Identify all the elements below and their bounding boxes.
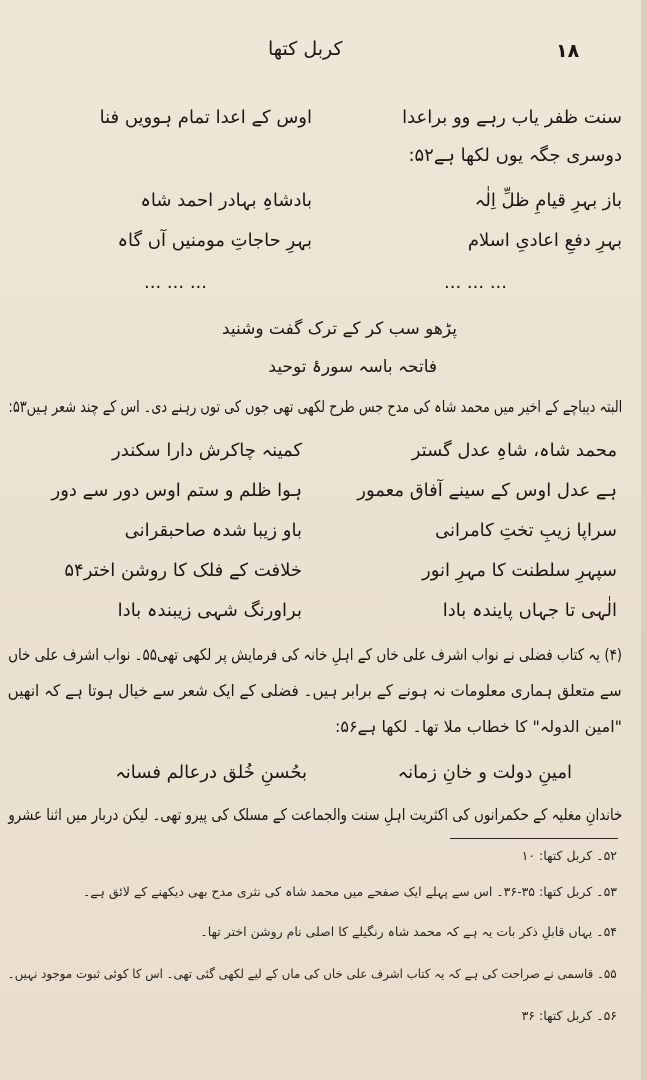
- prose-1: البتہ دیباچے کے اخیر میں محمد شاہ کی مدح جس طرح لکھی تھی جوں کی توں رہنے دی۔ اس کے چند شعر ہیں۵۳:: [8, 397, 622, 416]
- page-number: ۱۸: [556, 40, 580, 62]
- verse-3-5-left: براورنگ شہی زیبندہ بادا: [117, 600, 302, 621]
- center-line-2: فاتحہ باسہ سورۂ توحید: [268, 357, 437, 377]
- page-edge: [641, 0, 647, 1080]
- verse-3-1-left: کمینہ چاکرش دارا سکندر: [112, 440, 302, 461]
- verse-3-2-right: ہے عدل اوس کے سینے آفاق معمور: [357, 480, 617, 501]
- running-title: کربل کتھا: [268, 38, 343, 60]
- verse-3-2-left: ہوا ظلم و ستم اوس دور سے دور: [51, 480, 302, 501]
- verse-1-right: سنت ظفر یاب رہے وو براعدا: [402, 107, 622, 128]
- center-line-1: پڑھو سب کر کے ترک گفت وشنید: [221, 319, 457, 339]
- verse-2-1-left: بادشاہِ بہادر احمد شاہ: [140, 190, 312, 211]
- footnote-56: ۵۶۔ کربل کتھا: ۳۶: [521, 1008, 617, 1023]
- verse-3-3-right: سراپا زیبِ تختِ کامرانی: [435, 520, 617, 541]
- verse-4-left: بحُسنِ خُلق درعالم فسانہ: [115, 762, 307, 783]
- footnote-52: ۵۲۔ کربل کتھا: ۱۰: [521, 848, 617, 863]
- footnote-rule: [450, 838, 618, 839]
- verse-3-3-left: باو زیبا شدہ صاحبقرانی: [124, 520, 302, 541]
- verse-3-4-left: خلافت کے فلک کا روشن اختر۵۴: [64, 560, 302, 581]
- prose-2-line-1: (۴) یہ کتاب فضلی نے نواب اشرف علی خاں کے اہلِ خانہ کی فرمایش پر لکھی تھی۵۵۔ نواب اشرف علی خاں: [8, 645, 622, 664]
- intro-line: دوسری جگہ یوں لکھا ہے۵۲:: [408, 145, 622, 166]
- prose-2-line-2: سے متعلق ہماری معلومات نہ ہونے کے برابر ہیں۔ فضلی کے ایک شعر سے خیال ہوتا ہے کہ انھیں: [8, 681, 622, 700]
- verse-3-1-right: محمد شاہ، شاہِ عدل گستر: [411, 440, 617, 461]
- verse-2-2-left: بہرِ حاجاتِ مومنیں آں گاہ: [117, 230, 312, 251]
- footnote-54: ۵۴۔ یہاں قابلِ ذکر بات یہ ہے کہ محمد شاہ رنگیلے کا اصلی نام روشن اختر تھا۔: [200, 924, 617, 939]
- verse-3-4-right: سپہرِ سلطنت کا مہرِ انور: [422, 560, 617, 581]
- verse-2-1-right: باز بہرِ قیامِ ظلِّ اِلٰہ: [474, 190, 622, 211]
- verse-3-5-right: الٰہی تا جہاں پایندہ بادا: [442, 600, 617, 621]
- footnote-53: ۵۳۔ کربل کتھا: ۳۵-۳۶۔ اس سے پہلے ایک صفحے میں محمد شاہ کی نثری مدح بھی دیکھنے کے لائق ہے۔: [82, 884, 617, 899]
- verse-1-left: اوس کے اعدا تمام ہوویں فنا: [99, 107, 312, 128]
- verse-2-2-right: بہرِ دفعِ اعادیِ اسلام: [467, 230, 622, 251]
- footnote-55: ۵۵۔ قاسمی نے صراحت کی ہے کہ یہ کتاب اشرف علی خاں کی ماں کے لیے لکھی گئی تھی۔ اس کا کوئی ثبوت موجود نہیں۔: [8, 966, 617, 981]
- prose-2-line-3: "امین الدولہ" کا خطاب ملا تھا۔ لکھا ہے۵۶:: [335, 717, 622, 736]
- verse-2-3-left: ... ... ...: [144, 272, 207, 293]
- verse-2-3-right: ... ... ...: [444, 272, 507, 293]
- verse-4-right: امینِ دولت و خانِ زمانہ: [397, 762, 572, 783]
- prose-3: خاندانِ مغلیہ کے حکمرانوں کی اکثریت اہلِ سنت والجماعت کے مسلک کی پیرو تھی۔ لیکن دربار میں اثنا عشرو: [8, 805, 622, 824]
